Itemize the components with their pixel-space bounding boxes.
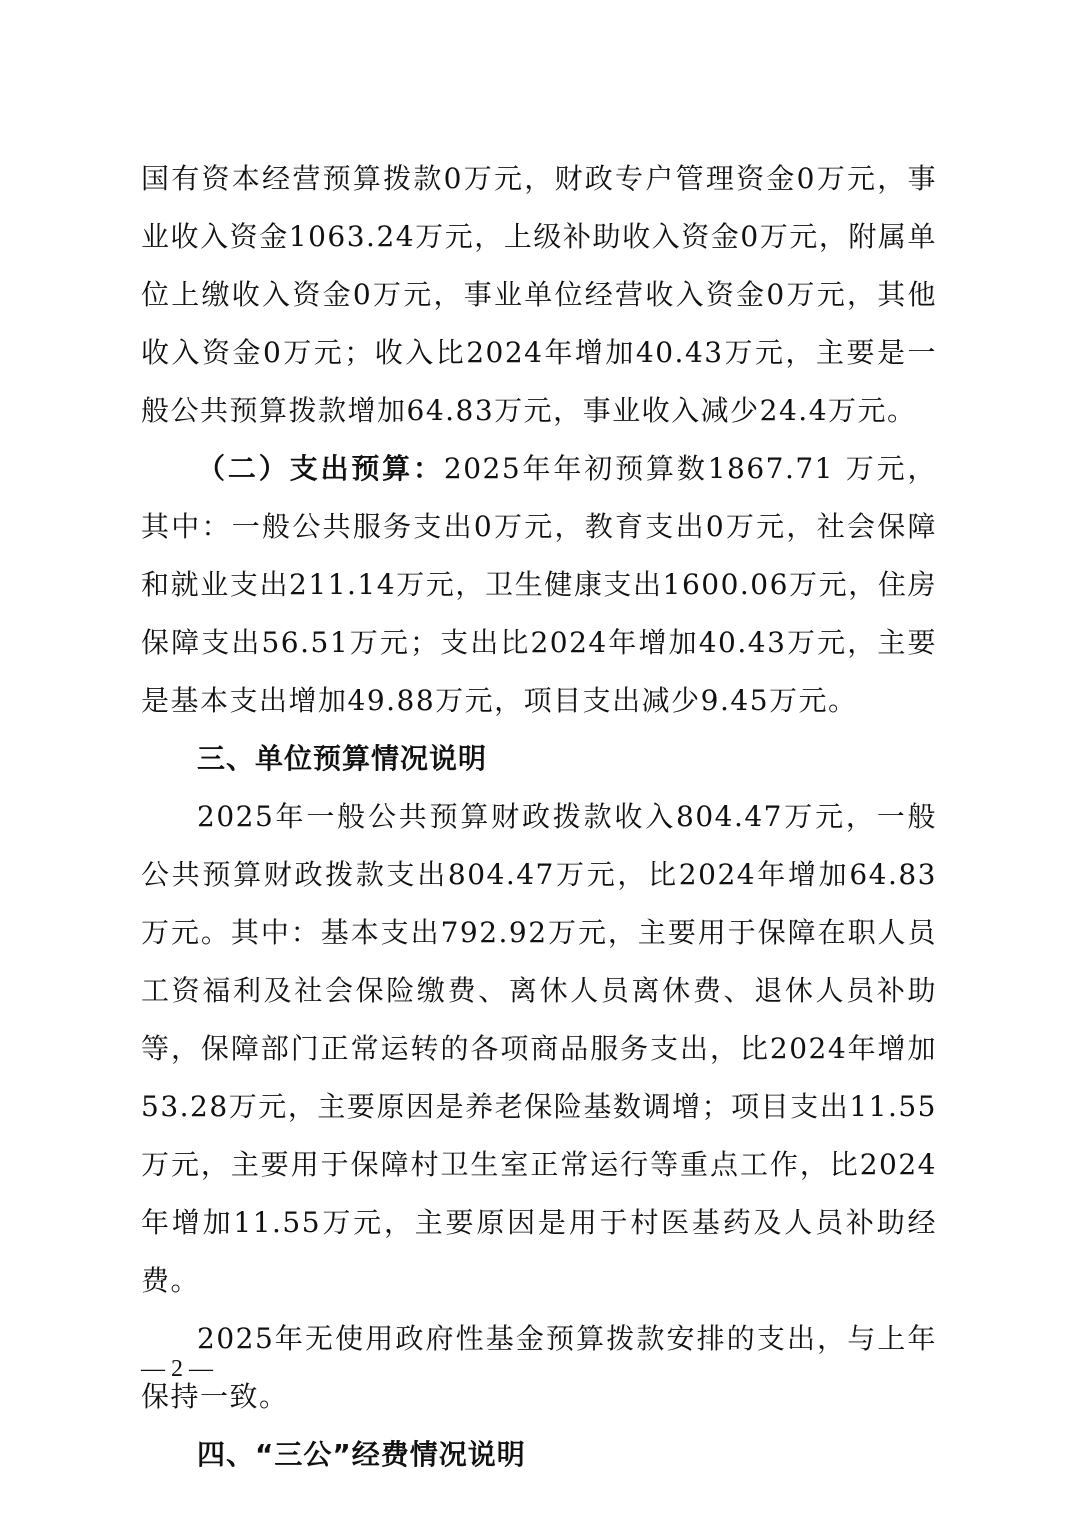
paragraph-expenditure-budget (141, 440, 937, 730)
paragraph-government-fund: 2025年无使用政府性基金预算拨款安排的支出，与上年保持一致。 (141, 1322, 937, 1413)
expenditure-budget-label: （二）支出预算： (197, 452, 444, 485)
page-number: — 2 — (141, 1356, 213, 1382)
expenditure-budget-text: 2025年年初预算数1867.71 万元，其中：一般公共服务支出0万元，教育支出0万元，社会保障和就业支出211.14万元，卫生健康支出1600.06万元，住房保障支出56.51万元；支出比2024年增加40.43万元，主要是基本支出增加49.88万元，项目支出减少9.45万元。 (141, 452, 937, 717)
paragraph-unit-budget: 2025年一般公共预算财政拨款收入804.47万元，一般公共预算财政拨款支出804.47万元，比2024年增加64.83万元。其中：基本支出792.92万元，主要用于保障在职人员工资福利及社会保险缴费、离休人员离休费、退休人员补助等，保障部门正常运转的各项商品服务支出，比2024年增加53.28万元，主要原因是养老保险基数调增；项目支出11.55万元，主要用于保障村卫生室正常运行等重点工作，比2024年增加11.55万元，主要原因是用于村医基药及人员补助经费。 (141, 800, 937, 1297)
document-body (141, 150, 937, 1484)
section-heading-three-public: 四、“三公”经费情况说明 (197, 1438, 526, 1471)
paragraph-revenue-continued: 国有资本经营预算拨款0万元，财政专户管理资金0万元，事业收入资金1063.24万元，上级补助收入资金0万元，附属单位上缴收入资金0万元，事业单位经营收入资金0万元，其他收入资金0万元；收入比2024年增加40.43万元，主要是一般公共预算拨款增加64.83万元，事业收入减少24.4万元。 (141, 162, 937, 427)
section-heading-unit-budget: 三、单位预算情况说明 (197, 742, 488, 775)
